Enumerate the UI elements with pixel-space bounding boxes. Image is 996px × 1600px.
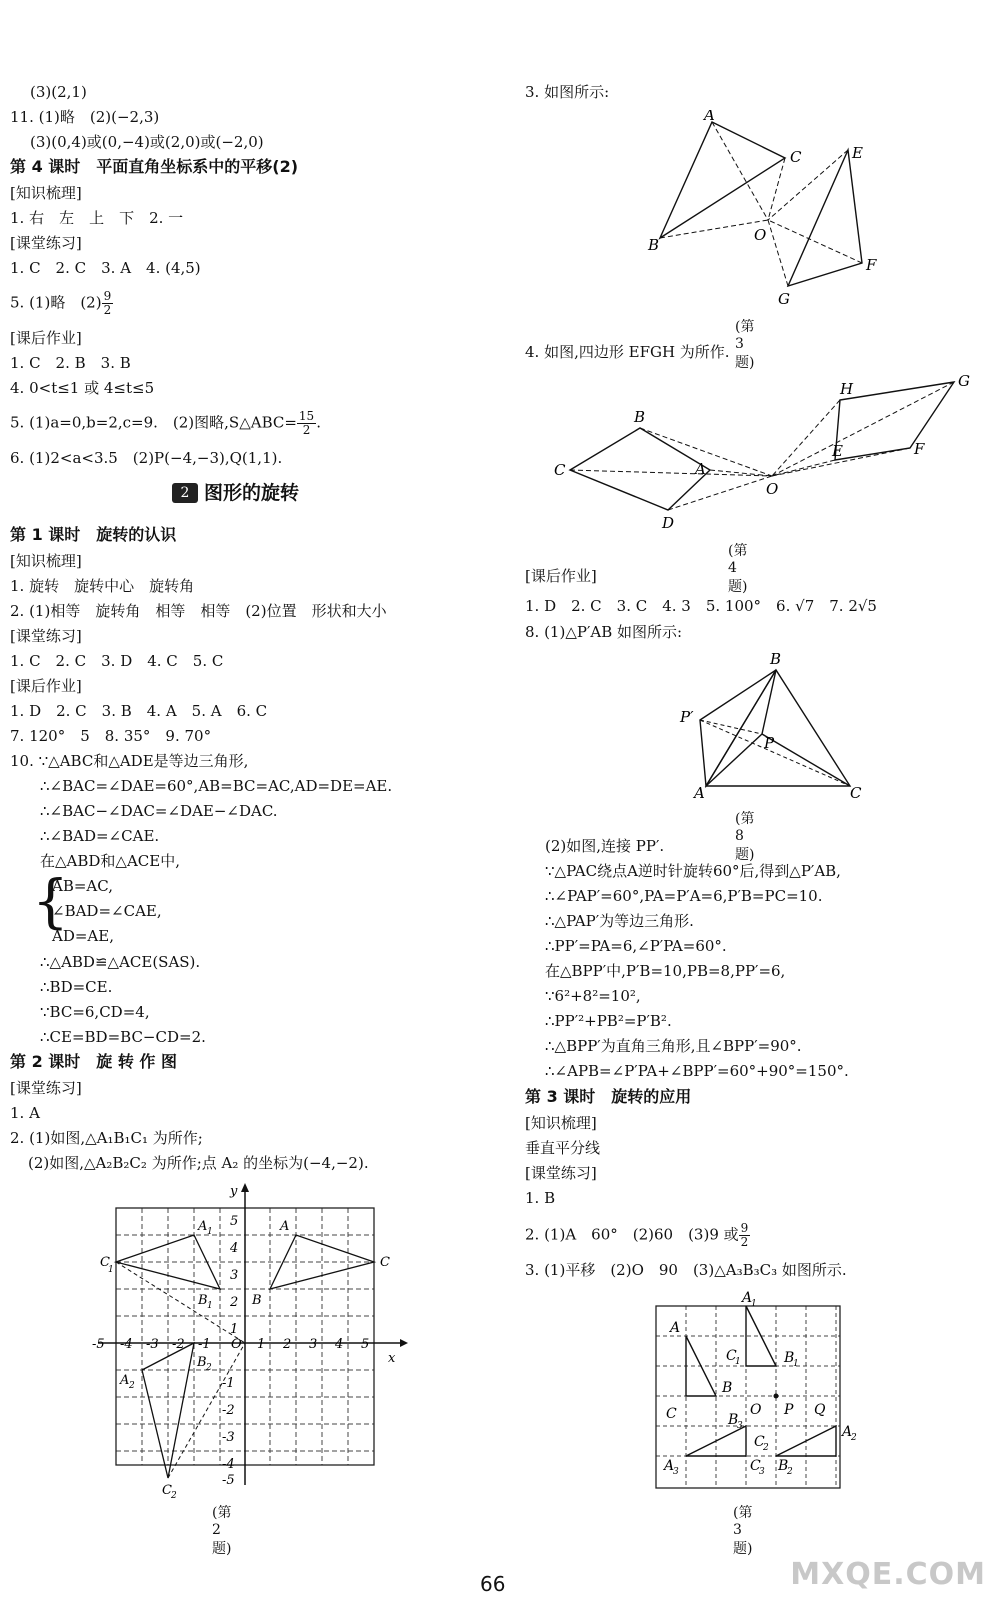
tick-labels <box>92 1214 369 1488</box>
svg-text:2: 2 <box>851 1433 857 1443</box>
quadrilateral-abcd <box>570 428 710 510</box>
svg-text:A: A <box>694 784 705 800</box>
center-point-o <box>774 1394 779 1399</box>
figure-caption: (第 2 题) <box>212 1505 232 1557</box>
svg-text:B: B <box>728 1412 739 1428</box>
svg-text:B: B <box>648 236 660 254</box>
lesson-heading: 第 2 课时 旋 转 作 图 <box>10 1052 177 1071</box>
svg-text:1: 1 <box>793 1359 799 1369</box>
proof-line: ∵△PAC绕点A逆时针旋转60°后,得到△P′AB, <box>545 862 841 880</box>
segment-ap <box>706 734 762 786</box>
section-label: [课后作业] <box>10 677 82 695</box>
svg-text:-5: -5 <box>222 1473 235 1488</box>
svg-text:B: B <box>197 1355 207 1370</box>
section-label: [课后作业] <box>525 567 597 585</box>
svg-text:4: 4 <box>335 1337 344 1352</box>
svg-text:O: O <box>766 480 779 498</box>
svg-text:1: 1 <box>108 1265 114 1275</box>
answer-line: 2. (1)相等 旋转角 相等 相等 (2)位置 形状和大小 <box>10 602 387 620</box>
svg-text:1: 1 <box>257 1337 266 1352</box>
svg-text:C: C <box>750 1458 761 1474</box>
answer-line: 4. 如图,四边形 EFGH 为所作. <box>525 343 730 361</box>
figure-q3b-translation-grid <box>650 1290 880 1500</box>
proof-line: ∴CE=BD=BC−CD=2. <box>40 1028 206 1046</box>
svg-text:A: A <box>120 1373 130 1388</box>
svg-text:-4: -4 <box>120 1337 133 1352</box>
segment-bp <box>762 670 776 734</box>
svg-text:3: 3 <box>230 1268 239 1283</box>
svg-text:A: A <box>695 460 706 478</box>
svg-text:-4: -4 <box>222 1457 235 1472</box>
figure-caption: (第 4 题) <box>728 543 748 595</box>
answer-line <box>525 1222 750 1249</box>
page-number: 66 <box>480 1572 506 1596</box>
svg-text:-2: -2 <box>222 1403 235 1418</box>
svg-text:O: O <box>754 226 767 244</box>
answer-line: 3. (1)平移 (2)O 90 (3)△A₃B₃C₃ 如图所示. <box>525 1261 847 1279</box>
proof-line: ∴△PAP′为等边三角形. <box>545 912 694 930</box>
svg-text:2: 2 <box>230 1295 239 1310</box>
svg-text:A: A <box>742 1290 753 1306</box>
segment-pp-prime <box>700 720 762 734</box>
x-axis-label: x <box>388 1351 396 1366</box>
proof-line: ∵BC=6,CD=4, <box>40 1003 150 1021</box>
segment-cp <box>762 734 850 786</box>
answer-line: 1. A <box>10 1104 40 1122</box>
svg-text:1: 1 <box>751 1299 757 1309</box>
section-label: [知识梳理] <box>10 184 82 202</box>
answer-line: (3)(2,1) <box>30 83 87 101</box>
answer-line: 1. C 2. C 3. A 4. (4,5) <box>10 259 201 277</box>
figure-q2-coordinate-grid <box>90 1180 410 1500</box>
fraction-denominator: 2 <box>302 423 311 437</box>
fraction-denominator: 2 <box>103 303 112 317</box>
triangle-a2b2c2 <box>776 1426 836 1456</box>
section-label: [知识梳理] <box>525 1114 597 1132</box>
section-label: [课堂练习] <box>10 234 82 252</box>
section-title: 图形的旋转 <box>204 482 300 504</box>
proof-line: ∴PP′=PA=6,∠P′PA=60°. <box>545 937 727 955</box>
answer-line: 1. D 2. C 3. B 4. A 5. A 6. C <box>10 702 268 720</box>
svg-text:B: B <box>778 1458 789 1474</box>
svg-text:-1: -1 <box>222 1376 235 1391</box>
proof-line: 在△BPP′中,P′B=10,PB=8,PP′=6, <box>545 962 786 980</box>
section-heading <box>172 482 299 503</box>
svg-text:B: B <box>770 650 782 668</box>
section-label: [课后作业] <box>10 329 82 347</box>
answer-line: 垂直平分线 <box>525 1139 601 1157</box>
proof-line: ∠BAD=∠CAE, <box>52 902 162 920</box>
svg-text:3: 3 <box>673 1467 679 1477</box>
figure-q3-rotation <box>630 110 890 310</box>
proof-line: ∴PP′²+PB²=P′B². <box>545 1012 672 1030</box>
svg-text:-3: -3 <box>222 1430 235 1445</box>
vertex-labels <box>662 1290 857 1477</box>
svg-text:2: 2 <box>787 1467 793 1477</box>
proof-line: ∴∠PAP′=60°,PA=P′A=6,P′B=PC=10. <box>545 887 823 905</box>
y-axis-label: y <box>230 1184 238 1199</box>
svg-text:1: 1 <box>735 1357 741 1367</box>
lesson-heading: 第 4 课时 平面直角坐标系中的平移(2) <box>10 157 299 176</box>
triangle-abc <box>686 1336 716 1396</box>
section-label: [课堂练习] <box>10 1079 82 1097</box>
answer-line: 1. 旋转 旋转中心 旋转角 <box>10 577 195 595</box>
svg-text:3: 3 <box>759 1467 765 1477</box>
section-number-badge: 2 <box>172 483 198 503</box>
section-label: [知识梳理] <box>10 552 82 570</box>
x-axis-arrow <box>400 1339 408 1347</box>
svg-text:-1: -1 <box>198 1337 211 1352</box>
answer-text: 5. (1)a=0,b=2,c=9. (2)图略,S△ABC= <box>10 413 297 432</box>
svg-text:G: G <box>958 372 970 390</box>
svg-text:C: C <box>754 1434 765 1450</box>
fraction-numerator: 15 <box>298 409 315 423</box>
svg-text:B: B <box>252 1293 262 1308</box>
svg-text:5: 5 <box>361 1337 370 1352</box>
answer-line: 1. 右 左 上 下 2. 一 <box>10 209 184 227</box>
svg-text:-2: -2 <box>172 1337 185 1352</box>
fraction <box>297 410 316 437</box>
answer-line <box>10 290 113 317</box>
svg-text:G: G <box>778 290 790 308</box>
triangle-abc <box>706 670 850 786</box>
triangle-efg <box>788 150 862 286</box>
lesson-heading: 第 1 课时 旋转的认识 <box>10 525 177 544</box>
svg-text:B: B <box>198 1293 208 1308</box>
answer-line: 1. D 2. C 3. C 4. 3 5. 100° 6. √7 7. 2√5 <box>525 597 877 615</box>
svg-text:E: E <box>832 442 843 460</box>
svg-text:A: A <box>280 1219 290 1234</box>
proof-line: AD=AE, <box>52 927 114 945</box>
brace: { <box>32 867 69 935</box>
svg-text:3: 3 <box>309 1337 318 1352</box>
answer-text: 5. (1)略 (2) <box>10 293 102 312</box>
svg-text:4: 4 <box>230 1241 239 1256</box>
svg-text:C: C <box>850 784 862 800</box>
answer-line: (2)如图,△A₂B₂C₂ 为所作;点 A₂ 的坐标为(−4,−2). <box>28 1154 369 1172</box>
svg-text:C: C <box>554 461 566 479</box>
proof-line: ∴△ABD≌△ACE(SAS). <box>40 953 201 971</box>
svg-text:1: 1 <box>207 1227 213 1237</box>
section-label: [课堂练习] <box>525 1164 597 1182</box>
svg-text:H: H <box>840 380 854 398</box>
answer-line: 1. C 2. B 3. B <box>10 354 131 372</box>
svg-text:P: P <box>784 1402 794 1418</box>
proof-line: ∴∠BAD=∠CAE. <box>40 827 160 845</box>
section-label: [课堂练习] <box>10 627 82 645</box>
fraction <box>102 290 114 317</box>
svg-text:O: O <box>750 1402 762 1418</box>
figure-caption: (第 3 题) <box>733 1505 753 1557</box>
svg-text:C: C <box>162 1483 172 1498</box>
svg-text:F: F <box>866 256 877 274</box>
proof-line: (2)如图,连接 PP′. <box>545 837 665 855</box>
answer-line: 4. 0<t≤1 或 4≤t≤5 <box>10 379 155 397</box>
svg-text:A: A <box>198 1219 208 1234</box>
answer-line: (3)(0,4)或(0,−4)或(2,0)或(−2,0) <box>30 133 264 151</box>
svg-text:-5: -5 <box>92 1337 105 1352</box>
answer-line: 8. (1)△P′AB 如图所示: <box>525 623 683 641</box>
proof-line: AB=AC, <box>52 877 113 895</box>
svg-text:2: 2 <box>763 1443 769 1453</box>
svg-text:P′: P′ <box>680 708 694 726</box>
proof-line: ∵6²+8²=10², <box>545 987 641 1005</box>
figure-caption: (第 8 题) <box>735 811 755 863</box>
svg-text:1: 1 <box>207 1301 213 1311</box>
svg-text:2: 2 <box>206 1363 212 1373</box>
proof-line: ∴∠APB=∠P′PA+∠BPP′=60°+90°=150°. <box>545 1062 849 1080</box>
svg-text:P: P <box>764 734 775 752</box>
fraction-numerator: 9 <box>740 1221 749 1235</box>
svg-text:B: B <box>784 1350 795 1366</box>
svg-text:O: O <box>231 1337 242 1352</box>
svg-text:A: A <box>670 1320 681 1336</box>
answer-line: 2. (1)如图,△A₁B₁C₁ 为所作; <box>10 1129 203 1147</box>
figure-caption: (第 3 题) <box>735 319 755 371</box>
svg-text:1: 1 <box>230 1322 239 1337</box>
grid-border <box>656 1306 840 1488</box>
figure-q4-rotation <box>550 370 980 535</box>
answer-line: 6. (1)2<a<3.5 (2)P(−4,−3),Q(1,1). <box>10 449 283 467</box>
figure-q8-triangle <box>670 648 870 800</box>
svg-text:B: B <box>634 408 646 426</box>
answer-line: 3. 如图所示: <box>525 83 610 101</box>
svg-text:C: C <box>100 1255 110 1270</box>
svg-text:C: C <box>726 1348 737 1364</box>
fraction <box>739 1222 751 1249</box>
svg-text:2: 2 <box>283 1337 292 1352</box>
svg-text:C: C <box>666 1406 677 1422</box>
answer-line <box>10 410 321 437</box>
svg-text:2: 2 <box>171 1491 177 1500</box>
fraction-numerator: 9 <box>103 289 112 303</box>
svg-text:2: 2 <box>129 1381 135 1391</box>
answer-line: 7. 120° 5 8. 35° 9. 70° <box>10 727 212 745</box>
svg-text:B: B <box>722 1380 733 1396</box>
svg-text:A: A <box>842 1424 853 1440</box>
construction-line <box>700 720 850 786</box>
svg-text:3: 3 <box>737 1421 743 1431</box>
proof-line: 在△ABD和△ACE中, <box>40 852 180 870</box>
svg-text:C: C <box>790 148 802 166</box>
answer-text: . <box>316 413 321 432</box>
proof-line: ∴∠BAC=∠DAE=60°,AB=BC=AC,AD=DE=AE. <box>40 777 393 795</box>
answer-line: 1. B <box>525 1189 556 1207</box>
proof-line: ∴△BPP′为直角三角形,且∠BPP′=90°. <box>545 1037 802 1055</box>
svg-text:5: 5 <box>230 1214 239 1229</box>
svg-text:-3: -3 <box>146 1337 159 1352</box>
triangle-pab <box>700 670 776 786</box>
answer-text: 2. (1)A 60° (2)60 (3)9 或 <box>525 1225 739 1244</box>
grid-lines <box>656 1306 840 1488</box>
y-axis-arrow <box>241 1183 249 1192</box>
vertex-labels <box>554 372 970 532</box>
svg-text:A: A <box>664 1458 675 1474</box>
svg-text:D: D <box>662 514 675 532</box>
svg-text:F: F <box>914 440 925 458</box>
construction-lines <box>570 382 954 510</box>
svg-text:C: C <box>380 1255 390 1270</box>
proof-line: ∴BD=CE. <box>40 978 113 996</box>
svg-text:A: A <box>704 110 715 124</box>
svg-text:Q: Q <box>814 1402 826 1418</box>
fraction-denominator: 2 <box>740 1235 749 1249</box>
svg-text:E: E <box>852 144 863 162</box>
answer-line: 1. C 2. C 3. D 4. C 5. C <box>10 652 224 670</box>
proof-line: 10. ∵△ABC和△ADE是等边三角形, <box>10 752 249 770</box>
watermark: MXQE.COM <box>790 1557 986 1592</box>
answer-line: 11. (1)略 (2)(−2,3) <box>10 108 160 126</box>
lesson-heading: 第 3 课时 旋转的应用 <box>525 1087 692 1106</box>
proof-line: ∴∠BAC−∠DAC=∠DAE−∠DAC. <box>40 802 278 820</box>
